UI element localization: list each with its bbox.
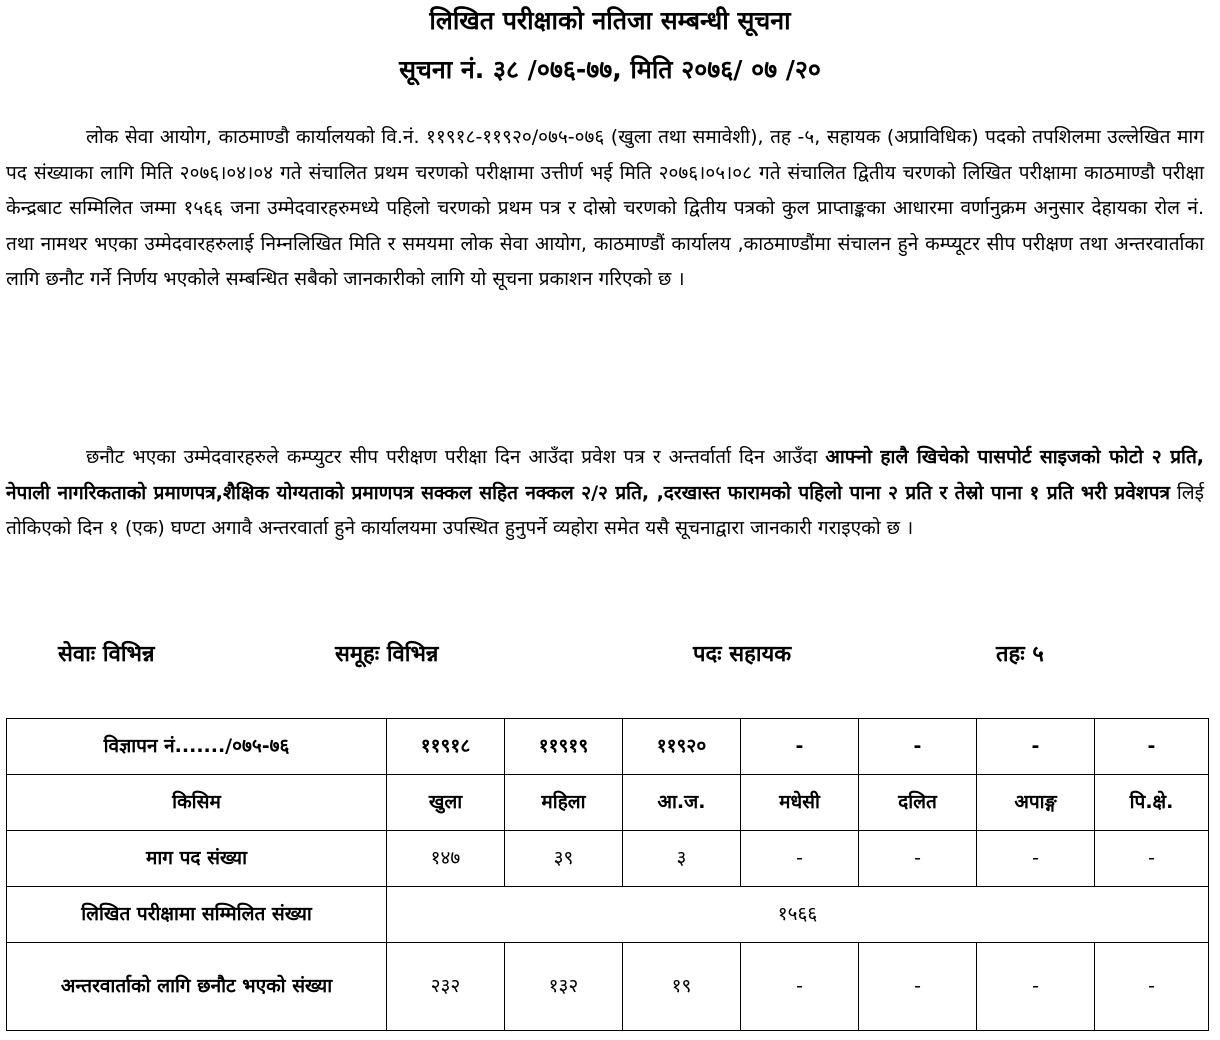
table-row-category (7, 775, 1209, 831)
table-cell-label: लिखित परीक्षामा सम्मिलित संख्या (7, 887, 387, 943)
table-cell: - (741, 831, 859, 887)
table-cell: - (977, 831, 1095, 887)
table-cell: महिला (505, 775, 623, 831)
table-cell-label: किसिम (7, 775, 387, 831)
post-label: पदः सहायक (693, 642, 792, 667)
table-cell: २३२ (387, 943, 505, 1031)
table-cell: ११९२० (623, 719, 741, 775)
vacancy-table (6, 718, 1209, 1031)
table-cell: आ.ज. (623, 775, 741, 831)
table-cell-label: विज्ञापन नं......./०७५-७६ (7, 719, 387, 775)
notice-title: लिखित परीक्षाको नतिजा सम्बन्धी सूचना (429, 6, 791, 35)
table-row-demand (7, 831, 1209, 887)
paragraph-2-bold-text: आफ्नो हालै खिचेको पासपोर्ट साइजको फोटो २ प्रति, नेपाली नागरिकताको प्रमाणपत्र,शैक्षिक योग्यताको प्रमाणपत्र सक्कल सहित नक्कल २/२ प्रति, ,दरखास्त फारामको पहिलो पाना २ प्रति र तेस्रो पाना १ प्रति भरी प्रवेशपत्र (6, 446, 1204, 504)
paragraph-2-text-a: छनौट भएका उम्मेदवारहरुले कम्प्युटर सीप परीक्षण परीक्षा दिन आउँदा प्रवेश पत्र र अन्तर्वार्ता दिन आउँदा (86, 446, 826, 468)
paragraph-2-text-c: लिई तोकिएको दिन १ (एक) घण्टा अगावै अन्तरवार्ता हुने कार्यालयमा उपस्थित हुनुपर्ने व्यहोरा समेत यसै सूचनाद्वारा जानकारी गराइएको छ । (6, 481, 1204, 539)
table-row-written-exam (7, 887, 1209, 943)
table-cell: - (741, 719, 859, 775)
table-cell-label: माग पद संख्या (7, 831, 387, 887)
table-row-advertisement (7, 719, 1209, 775)
table-cell: - (1095, 943, 1209, 1031)
service-label: सेवाः विभिन्न (58, 642, 155, 667)
table-cell-label: अन्तरवार्ताको लागि छनौट भएको संख्या (7, 943, 387, 1031)
table-cell: - (1095, 719, 1209, 775)
table-cell: - (859, 831, 977, 887)
table-cell: मधेसी (741, 775, 859, 831)
table-cell-total: १५६६ (387, 887, 1209, 943)
table-cell: १४७ (387, 831, 505, 887)
table-cell: - (977, 719, 1095, 775)
table-cell: - (1095, 831, 1209, 887)
table-cell: खुला (387, 775, 505, 831)
level-label: तहः ५ (996, 642, 1044, 667)
table-cell: १३२ (505, 943, 623, 1031)
table-cell: - (859, 943, 977, 1031)
table-cell: - (741, 943, 859, 1031)
table-cell: अपाङ्ग (977, 775, 1095, 831)
table-cell: ३ (623, 831, 741, 887)
table-row-shortlisted (7, 943, 1209, 1031)
table-cell: पि.क्षे. (1095, 775, 1209, 831)
paragraph-1: लोक सेवा आयोग, काठमाण्डौ कार्यालयको वि.नं. ११९१८-११९२०/०७५-०७६ (खुला तथा समावेशी), तह -५, सहायक (अप्राविधिक) पदको तपशिलमा उल्लेखित माग पद संख्याका लागि मिति २०७६।०४।०४ गते संचालित प्रथम चरणको परीक्षामा उत्तीर्ण भई मिति २०७६।०५।०८ गते संचालित द्वितीय चरणको लिखित परीक्षामा काठमाण्डौ परीक्षा केन्द्रबाट सम्मिलित जम्मा १५६६ जना उम्मेदवारहरुमध्ये पहिलो चरणको प्रथम पत्र र दोस्रो चरणको द्वितीय पत्रको कुल प्राप्ताङ्कका आधारमा वर्णानुक्रम अनुसार देहायका रोल नं. तथा नामथर भएका उम्मेदवारहरुलाई निम्नलिखित मिति र समयमा लोक सेवा आयोग, काठमाण्डौं कार्यालय ,काठमाण्डौंमा संचालन हुने कम्प्यूटर सीप परीक्षण तथा अन्तरवार्ताका लागि छनौट गर्ने निर्णय भएकोले सम्बन्धित सबैको जानकारीको लागि यो सूचना प्रकाशन गरिएको छ । (6, 126, 1204, 290)
notice-subtitle: सूचना नं. ३८ /०७६-७७, मिति २०७६/ ०७ /२० (399, 55, 821, 84)
paragraph-2 (6, 440, 1204, 547)
table-cell: - (859, 719, 977, 775)
table-cell: - (977, 943, 1095, 1031)
table-cell: ११९१८ (387, 719, 505, 775)
table-cell: १९ (623, 943, 741, 1031)
table-cell: ११९१९ (505, 719, 623, 775)
group-label: समूहः विभिन्न (335, 642, 439, 667)
table-cell: ३९ (505, 831, 623, 887)
table-cell: दलित (859, 775, 977, 831)
